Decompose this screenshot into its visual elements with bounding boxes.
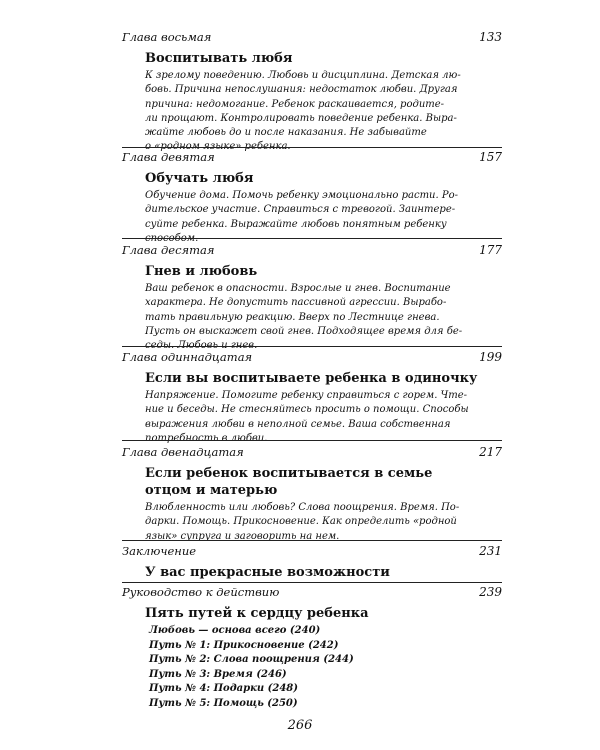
summary-line: Напряжение. Помогите ребенку справиться с горем. Чте- — [145, 390, 468, 401]
summary-line: ние и беседы. Не стесняйтесь просить о помощи. Способы — [145, 404, 469, 416]
chapter-page-number: 199 — [479, 350, 502, 364]
summary-line: тать правильную реакцию. Вверх по Лестнице гнева. — [145, 311, 440, 323]
chapter-title: Гнев и любовь — [145, 264, 258, 279]
summary-line: язык» супруга и заговорить на нем. — [145, 530, 340, 542]
summary-line: ли прощают. Контролировать поведение ребенка. Выра- — [145, 112, 457, 124]
divider-rule — [122, 540, 502, 541]
chapter-header — [122, 445, 502, 463]
chapter-summary — [145, 501, 467, 544]
divider-rule — [122, 238, 502, 239]
chapter-title: Если вы воспитываете ребенка в одиночку — [145, 371, 478, 386]
chapter-summary — [145, 69, 467, 155]
chapter-10 — [122, 243, 502, 353]
chapter-header — [122, 544, 502, 562]
chapter-page-number: 231 — [479, 544, 502, 558]
summary-line: Обучение дома. Помочь ребенку эмоционально расти. Ро- — [145, 190, 458, 201]
title-line: отцом и матерью — [145, 483, 278, 498]
guide-item: Путь № 4: Подарки (248) — [149, 683, 298, 695]
chapter-page-number: 177 — [479, 243, 502, 257]
chapter-header — [122, 150, 502, 168]
chapter-label: Глава восьмая — [122, 30, 212, 44]
divider-rule — [122, 346, 502, 347]
chapter-label: Глава девятая — [122, 150, 215, 164]
title-line: Если ребенок воспитывается в семье — [145, 466, 433, 481]
chapter-header — [122, 585, 502, 603]
chapter-label: Руководство к действию — [122, 585, 280, 599]
chapter-summary — [145, 282, 467, 353]
chapter-label: Глава двенадцатая — [122, 445, 244, 459]
guide-item: Любовь — основа всего (240) — [149, 625, 321, 636]
summary-line: дарки. Помощь. Прикосновение. Как определить «родной — [145, 516, 457, 528]
chapter-title: У вас прекрасные возможности — [145, 565, 390, 580]
summary-line: выражения любви в неполной семье. Ваша собственная — [145, 418, 451, 430]
divider-rule — [122, 582, 502, 583]
chapter-9 — [122, 150, 502, 246]
page-number: 266 — [287, 718, 313, 733]
chapter-summary — [145, 389, 467, 446]
chapter-header — [122, 30, 502, 48]
summary-line: причина: недомогание. Ребенок раскаивается, родите- — [145, 98, 445, 110]
summary-line: седы. Любовь и гнев. — [145, 340, 258, 352]
summary-line: К зрелому поведению. Любовь и дисциплина. Детская лю- — [145, 70, 461, 81]
guide-items — [149, 624, 502, 712]
guide-item: Путь № 3: Время (246) — [149, 668, 287, 680]
summary-line: Влюбленность или любовь? Слова поощрения. Время. По- — [145, 502, 460, 513]
chapter-header — [122, 350, 502, 368]
chapter-title — [145, 465, 502, 499]
chapter-title: Воспитывать любя — [145, 51, 293, 66]
summary-line: бовь. Причина непослушания: недостаток любви. Другая — [145, 84, 458, 96]
chapter-page-number: 239 — [479, 585, 502, 599]
summary-line: о «родном языке» ребенка. — [145, 141, 291, 153]
chapter-title: Пять путей к сердцу ребенка — [145, 606, 369, 621]
chapter-label: Глава десятая — [122, 243, 215, 257]
summary-line: суйте ребенка. Выражайте любовь понятным ребенку — [145, 218, 447, 230]
chapter-8 — [122, 30, 502, 155]
divider-rule — [122, 147, 502, 148]
chapter-label: Заключение — [122, 544, 197, 558]
conclusion — [122, 544, 502, 581]
summary-line: характера. Не допустить пассивной агрессии. Вырабо- — [145, 297, 447, 309]
chapter-page-number: 157 — [479, 150, 502, 164]
divider-rule — [122, 440, 502, 441]
action-guide — [122, 585, 502, 712]
chapter-header — [122, 243, 502, 261]
chapter-page-number: 133 — [479, 30, 502, 44]
chapter-page-number: 217 — [479, 445, 502, 459]
chapter-11 — [122, 350, 502, 446]
summary-line: потребность в любви. — [145, 432, 268, 444]
chapter-title: Обучать любя — [145, 171, 254, 186]
chapter-label: Глава одиннадцатая — [122, 350, 253, 364]
summary-line: жайте любовь до и после наказания. Не забывайте — [145, 127, 427, 139]
guide-item: Путь № 1: Прикосновение (242) — [149, 639, 339, 651]
summary-line: способом. — [145, 232, 199, 244]
guide-item: Путь № 2: Слова поощрения (244) — [149, 654, 354, 666]
chapter-12 — [122, 445, 502, 544]
summary-line: дительское участие. Справиться с тревогой. Заинтере- — [145, 204, 456, 216]
summary-line: Ваш ребенок в опасности. Взрослые и гнев. Воспитание — [145, 283, 451, 294]
guide-item: Путь № 5: Помощь (250) — [149, 697, 298, 709]
summary-line: Пусть он выскажет свой гнев. Подходящее время для бе- — [145, 325, 463, 337]
